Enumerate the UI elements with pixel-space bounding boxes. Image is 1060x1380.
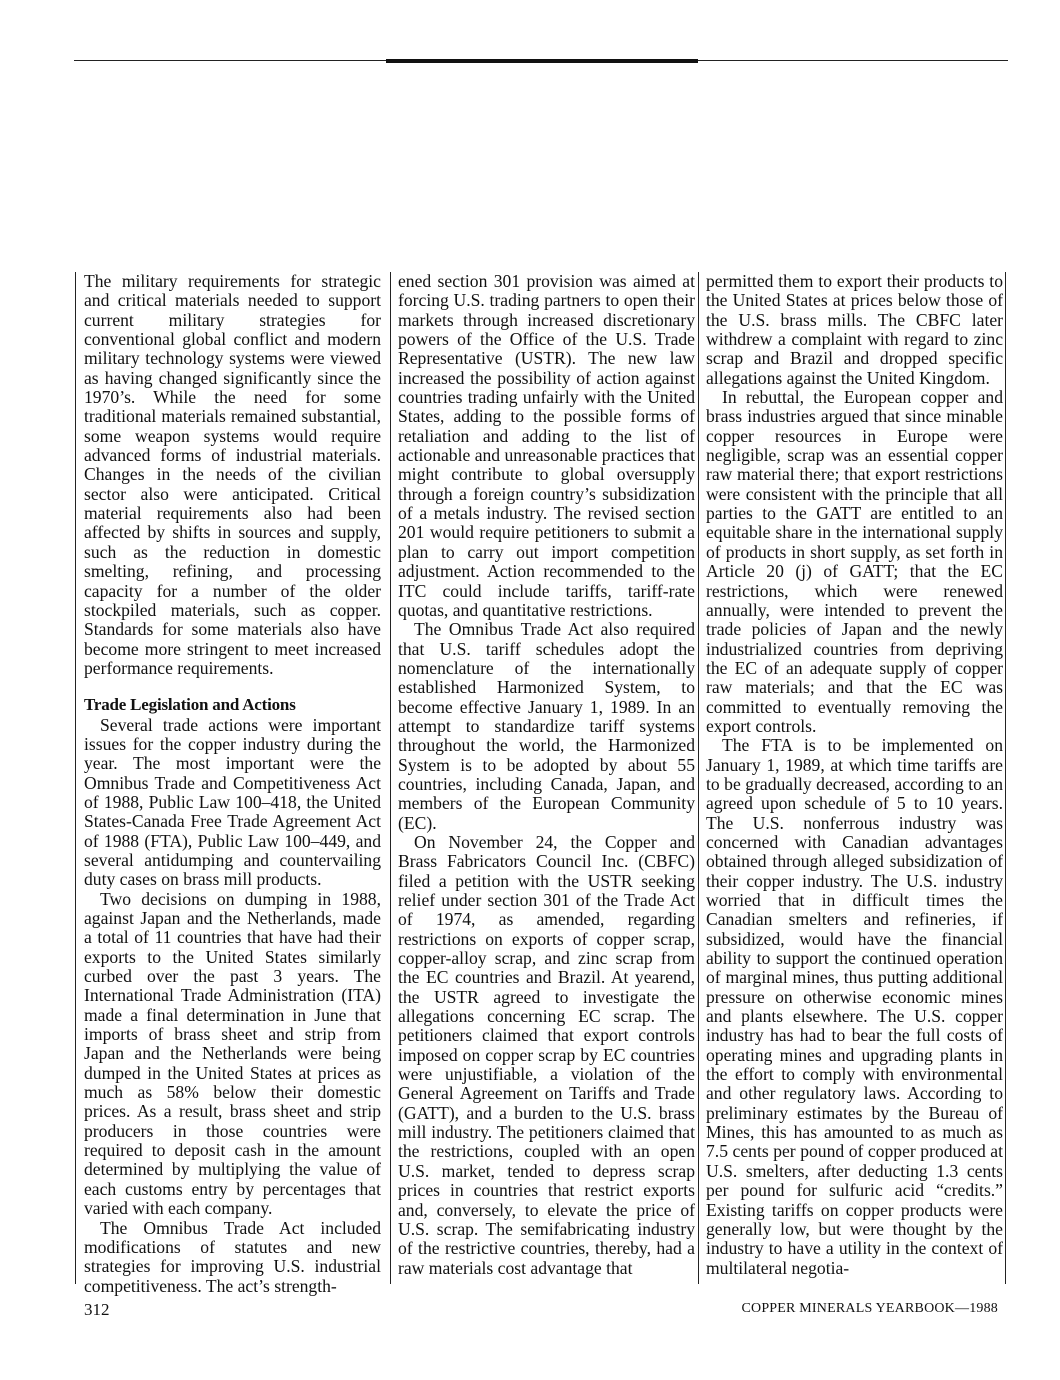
header-rule-accent <box>386 59 698 63</box>
paragraph: ened section 301 provision was aimed at forcing U.S. trading partners to open their markets through increased discretionary powers of the Office of the U.S. Trade Representative (USTR). The new law increased the possibility of action against countries trading unfairly with the United States, adding to the possible forms of retaliation and adding to the list of actionable and unreasonable practices that might contribute to global oversupply through a foreign country’s subsidization of a metals industry. The revised section 201 would require petitioners to submit a plan to carry out import competition adjustment. Action recommended to the ITC could include tariffs, tariff-rate quotas, and quantitative restrictions. <box>398 271 695 620</box>
paragraph: In rebuttal, the European copper and brass industries argued that since minable copper resources in Europe were negligible, scrap was an essential copper raw material there; that export restrictions were consistent with the principle that all parties to the GATT are entitled to an equitable share in the international supply of products in short supply, as set forth in Article 20 (j) of GATT; that the EC restrictions, which were renewed annually, were intended to prevent the trade policies of Japan and the newly industrialized countries from depriving the EC of an adequate supply of copper raw materials; and that the EC was committed to eventually removing the export controls. <box>706 387 1003 736</box>
text-column-2 <box>398 272 695 1284</box>
paragraph: The military requirements for strategic and critical materials needed to support current military strategies for conventional global conflict and modern military technology systems were viewed as having changed significantly since the 1970’s. While the need for some traditional materials remained substantial, some weapon systems would require advanced forms of industrial materials. Changes in the needs of the civilian sector also were anticipated. Critical material requirements also had been affected by shifts in sources and supply, such as the reduction in domestic smelting, refining, and processing capacity for a number of the older stockpiled materials, such as copper. Standards for some materials also have become more stringent to meet increased performance requirements. <box>84 271 381 678</box>
page-number: 312 <box>84 1300 110 1319</box>
column-divider-1 <box>390 272 391 1284</box>
column-divider-2 <box>698 272 699 1284</box>
running-footer: COPPER MINERALS YEARBOOK—1988 <box>741 1301 998 1316</box>
paragraph: The Omnibus Trade Act also required that U.S. tariff schedules adopt the nomenclature of the internationally established Harmonized System, to become effective January 1, 1989. In an attempt to standardize tariff systems throughout the world, the Harmonized System is to be adopted by about 55 countries, including Canada, Japan, and members of the European Community (EC). <box>398 619 695 833</box>
paragraph: Two decisions on dumping in 1988, against Japan and the Netherlands, made a total of 11 countries that have had their exports to the United States similarly curbed over the past 3 years. The International Trade Administration (ITA) made a final determination in June that imports of brass sheet and strip from Japan and the Netherlands were being dumped in the United States at prices as much as 58% below their domestic prices. As a result, brass sheet and strip producers in those countries were required to deposit cash in the amount determined by multiplying the value of each customs entry by percentages that varied with each company. <box>84 888 381 1219</box>
paragraph: permitted them to export their products to the United States at prices below those of the U.S. brass mills. The CBFC later withdrew a complaint with regard to zinc scrap and Brazil and dropped specific allegations against the United Kingdom. <box>706 271 1003 388</box>
paragraph: On November 24, the Copper and Brass Fabricators Council Inc. (CBFC) filed a petition with the USTR seeking relief under section 301 of the Trade Act of 1974, as amended, regarding restrictions on exports of copper scrap, copper-alloy scrap, and zinc scrap from the EC countries and Brazil. At yearend, the USTR agreed to investigate the allegations concerning EC scrap. The petitioners claimed that export controls imposed on copper scrap by EC countries were unjustifiable, a violation of the General Agreement on Tariffs and Trade (GATT), and a burden to the U.S. brass mill industry. The petitioners claimed that the restrictions, coupled with an open U.S. market, tended to depress scrap prices in countries that restrict exports and, conversely, to elevate the price of U.S. scrap. The semifabricating industry of the restrictive countries, thereby, had a raw materials cost advantage that <box>398 831 695 1278</box>
column-divider-right <box>1005 272 1006 1284</box>
paragraph: The FTA is to be implemented on January 1, 1989, at which time tariffs are to be gradually decreased, according to an agreed upon schedule of 5 to 10 years. The U.S. nonferrous industry was concerned with Canadian advantages obtained through alleged subsidization of their copper industry. The U.S. industry worried that in difficult times the Canadian smelters and refineries, if subsidized, would have the financial ability to support the continued operation of marginal mines, thus putting additional pressure on otherwise economic mines and plants elsewhere. The U.S. copper industry has had to bear the full costs of operating mines and upgrading plants in the effort to comply with environmental and other regulatory laws. According to preliminary estimates by the Bureau of Mines, this has amounted to as much as 7.5 cents per pound of copper produced at U.S. smelters, after deducting 1.3 cents per pound for sulfuric acid “credits.” Existing tariffs on copper products were generally low, but were thought by the industry to have a utility in the context of multilateral negotia- <box>706 735 1003 1278</box>
paragraph: Several trade actions were important issues for the copper industry during the year. The most important were the Omnibus Trade and Competitiveness Act of 1988, Public Law 100–418, the United States-Canada Free Trade Agreement Act of 1988 (FTA), Public Law 100–449, and several antidumping and countervailing duty cases on brass mill products. <box>84 714 381 890</box>
section-heading: Trade Legislation and Actions <box>84 695 296 715</box>
paragraph: The Omnibus Trade Act included modifications of statutes and new strategies for improving U.S. industrial competitiveness. The act’s strength- <box>84 1217 381 1296</box>
column-divider-left <box>75 272 76 1284</box>
text-column-3 <box>706 272 1003 1284</box>
text-column-1 <box>84 271 381 1296</box>
